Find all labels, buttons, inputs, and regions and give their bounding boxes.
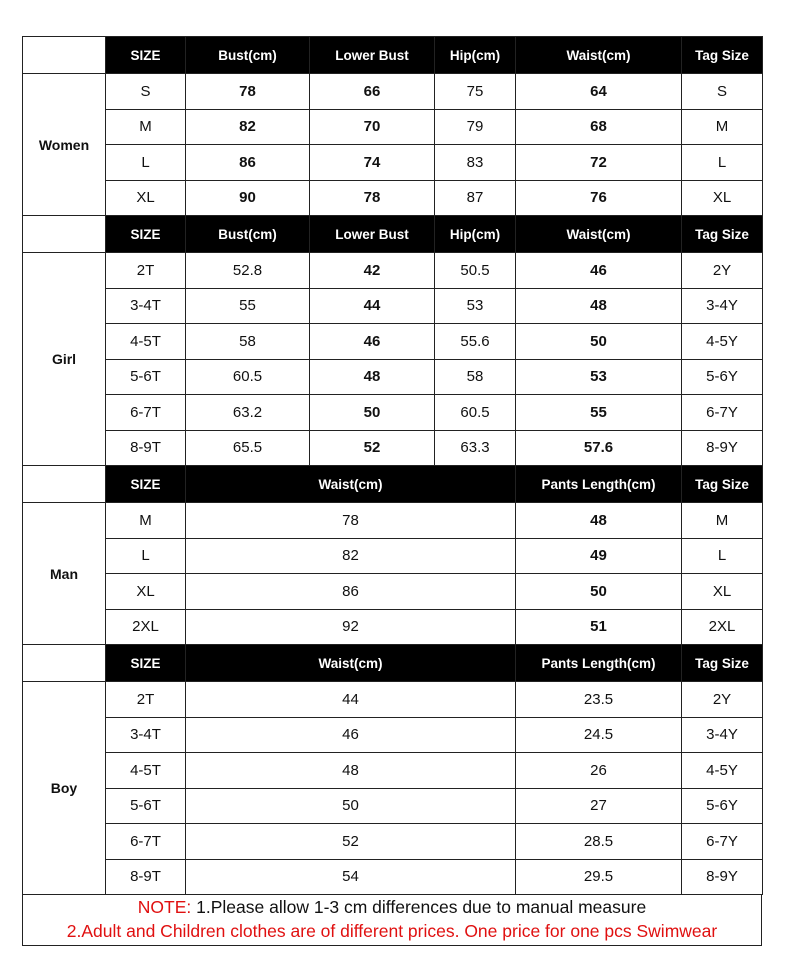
women-cell: L bbox=[106, 145, 186, 181]
girl-cell: 5-6Y bbox=[682, 359, 763, 395]
boy-col-header: Waist(cm) bbox=[186, 645, 516, 682]
women-header-corner bbox=[23, 37, 106, 74]
girl-cell: 55 bbox=[186, 288, 310, 324]
girl-cell: 4-5T bbox=[106, 324, 186, 360]
man-cell: 86 bbox=[186, 574, 516, 610]
man-category-label: Man bbox=[23, 503, 106, 645]
man-cell: 2XL bbox=[106, 609, 186, 645]
boy-row bbox=[23, 753, 763, 789]
women-cell: 83 bbox=[435, 145, 516, 181]
women-col-header: Lower Bust bbox=[310, 37, 435, 74]
women-col-header: Waist(cm) bbox=[516, 37, 682, 74]
man-cell: 78 bbox=[186, 503, 516, 539]
boy-row bbox=[23, 682, 763, 718]
boy-cell: 6-7T bbox=[106, 824, 186, 860]
girl-cell: 46 bbox=[310, 324, 435, 360]
boy-cell: 48 bbox=[186, 753, 516, 789]
girl-cell: 52.8 bbox=[186, 253, 310, 289]
boy-cell: 28.5 bbox=[516, 824, 682, 860]
man-cell: 51 bbox=[516, 609, 682, 645]
size-table bbox=[22, 36, 763, 895]
note-text-1: 1.Please allow 1-3 cm differences due to manual measure bbox=[191, 897, 647, 917]
boy-cell: 52 bbox=[186, 824, 516, 860]
girl-cell: 63.3 bbox=[435, 430, 516, 466]
boy-cell: 29.5 bbox=[516, 859, 682, 895]
girl-row bbox=[23, 430, 763, 466]
girl-col-header: Tag Size bbox=[682, 216, 763, 253]
boy-row bbox=[23, 717, 763, 753]
girl-cell: 2T bbox=[106, 253, 186, 289]
man-cell: 50 bbox=[516, 574, 682, 610]
girl-cell: 8-9T bbox=[106, 430, 186, 466]
boy-header-corner bbox=[23, 645, 106, 682]
women-cell: S bbox=[106, 74, 186, 110]
girl-col-header: Bust(cm) bbox=[186, 216, 310, 253]
women-cell: 75 bbox=[435, 74, 516, 110]
girl-cell: 52 bbox=[310, 430, 435, 466]
girl-cell: 42 bbox=[310, 253, 435, 289]
girl-cell: 65.5 bbox=[186, 430, 310, 466]
boy-cell: 23.5 bbox=[516, 682, 682, 718]
girl-cell: 50 bbox=[516, 324, 682, 360]
women-cell: 86 bbox=[186, 145, 310, 181]
man-col-header: Tag Size bbox=[682, 466, 763, 503]
man-row bbox=[23, 609, 763, 645]
note-line-1 bbox=[23, 895, 761, 919]
boy-col-header: Pants Length(cm) bbox=[516, 645, 682, 682]
boy-cell: 3-4Y bbox=[682, 717, 763, 753]
girl-header-row bbox=[23, 216, 763, 253]
girl-cell: 5-6T bbox=[106, 359, 186, 395]
man-header-row bbox=[23, 466, 763, 503]
women-header-row bbox=[23, 37, 763, 74]
women-row bbox=[23, 74, 763, 110]
girl-header-corner bbox=[23, 216, 106, 253]
women-row bbox=[23, 109, 763, 145]
boy-cell: 4-5T bbox=[106, 753, 186, 789]
man-cell: 2XL bbox=[682, 609, 763, 645]
girl-row bbox=[23, 288, 763, 324]
women-row bbox=[23, 145, 763, 181]
girl-col-header: Hip(cm) bbox=[435, 216, 516, 253]
boy-col-header: Tag Size bbox=[682, 645, 763, 682]
boy-cell: 2Y bbox=[682, 682, 763, 718]
girl-cell: 57.6 bbox=[516, 430, 682, 466]
man-cell: 48 bbox=[516, 503, 682, 539]
girl-cell: 4-5Y bbox=[682, 324, 763, 360]
boy-cell: 8-9T bbox=[106, 859, 186, 895]
boy-cell: 2T bbox=[106, 682, 186, 718]
women-cell: M bbox=[682, 109, 763, 145]
boy-cell: 27 bbox=[516, 788, 682, 824]
girl-cell: 48 bbox=[516, 288, 682, 324]
girl-cell: 63.2 bbox=[186, 395, 310, 431]
women-cell: XL bbox=[682, 180, 763, 216]
man-cell: XL bbox=[106, 574, 186, 610]
girl-cell: 8-9Y bbox=[682, 430, 763, 466]
women-col-header: SIZE bbox=[106, 37, 186, 74]
women-col-header: Bust(cm) bbox=[186, 37, 310, 74]
girl-cell: 53 bbox=[516, 359, 682, 395]
girl-cell: 55.6 bbox=[435, 324, 516, 360]
boy-row bbox=[23, 859, 763, 895]
girl-cell: 48 bbox=[310, 359, 435, 395]
size-chart bbox=[22, 36, 762, 946]
boy-category-label: Boy bbox=[23, 682, 106, 895]
women-cell: 78 bbox=[310, 180, 435, 216]
boy-cell: 54 bbox=[186, 859, 516, 895]
girl-row bbox=[23, 395, 763, 431]
girl-cell: 50 bbox=[310, 395, 435, 431]
man-row bbox=[23, 574, 763, 610]
girl-cell: 2Y bbox=[682, 253, 763, 289]
man-col-header: Waist(cm) bbox=[186, 466, 516, 503]
girl-col-header: Lower Bust bbox=[310, 216, 435, 253]
boy-cell: 44 bbox=[186, 682, 516, 718]
boy-cell: 4-5Y bbox=[682, 753, 763, 789]
man-cell: M bbox=[106, 503, 186, 539]
man-cell: L bbox=[682, 538, 763, 574]
boy-cell: 6-7Y bbox=[682, 824, 763, 860]
girl-cell: 6-7T bbox=[106, 395, 186, 431]
boy-row bbox=[23, 824, 763, 860]
man-cell: XL bbox=[682, 574, 763, 610]
girl-cell: 6-7Y bbox=[682, 395, 763, 431]
women-cell: 79 bbox=[435, 109, 516, 145]
women-cell: 87 bbox=[435, 180, 516, 216]
women-cell: 90 bbox=[186, 180, 310, 216]
man-cell: M bbox=[682, 503, 763, 539]
women-cell: 66 bbox=[310, 74, 435, 110]
man-col-header: SIZE bbox=[106, 466, 186, 503]
note-line-2: 2.Adult and Children clothes are of different prices. One price for one pcs Swimwear bbox=[66, 921, 718, 941]
women-cell: 74 bbox=[310, 145, 435, 181]
boy-cell: 46 bbox=[186, 717, 516, 753]
man-cell: 82 bbox=[186, 538, 516, 574]
girl-cell: 55 bbox=[516, 395, 682, 431]
note-box bbox=[22, 895, 762, 946]
women-cell: M bbox=[106, 109, 186, 145]
boy-cell: 24.5 bbox=[516, 717, 682, 753]
girl-row bbox=[23, 359, 763, 395]
women-cell: 82 bbox=[186, 109, 310, 145]
girl-cell: 58 bbox=[435, 359, 516, 395]
women-cell: XL bbox=[106, 180, 186, 216]
man-header-corner bbox=[23, 466, 106, 503]
girl-cell: 58 bbox=[186, 324, 310, 360]
girl-category-label: Girl bbox=[23, 253, 106, 466]
women-cell: 76 bbox=[516, 180, 682, 216]
girl-cell: 44 bbox=[310, 288, 435, 324]
girl-cell: 3-4Y bbox=[682, 288, 763, 324]
boy-cell: 3-4T bbox=[106, 717, 186, 753]
women-cell: 70 bbox=[310, 109, 435, 145]
women-row bbox=[23, 180, 763, 216]
girl-cell: 50.5 bbox=[435, 253, 516, 289]
women-cell: 78 bbox=[186, 74, 310, 110]
women-col-header: Tag Size bbox=[682, 37, 763, 74]
girl-cell: 46 bbox=[516, 253, 682, 289]
girl-cell: 60.5 bbox=[186, 359, 310, 395]
boy-col-header: SIZE bbox=[106, 645, 186, 682]
boy-cell: 5-6Y bbox=[682, 788, 763, 824]
girl-cell: 60.5 bbox=[435, 395, 516, 431]
girl-row bbox=[23, 324, 763, 360]
women-cell: 72 bbox=[516, 145, 682, 181]
boy-cell: 5-6T bbox=[106, 788, 186, 824]
man-row bbox=[23, 503, 763, 539]
boy-header-row bbox=[23, 645, 763, 682]
boy-cell: 8-9Y bbox=[682, 859, 763, 895]
women-cell: 64 bbox=[516, 74, 682, 110]
women-cell: L bbox=[682, 145, 763, 181]
boy-row bbox=[23, 788, 763, 824]
man-col-header: Pants Length(cm) bbox=[516, 466, 682, 503]
boy-cell: 26 bbox=[516, 753, 682, 789]
girl-cell: 3-4T bbox=[106, 288, 186, 324]
women-category-label: Women bbox=[23, 74, 106, 216]
boy-cell: 50 bbox=[186, 788, 516, 824]
man-row bbox=[23, 538, 763, 574]
girl-cell: 53 bbox=[435, 288, 516, 324]
note-prefix: NOTE: bbox=[137, 897, 192, 917]
girl-col-header: SIZE bbox=[106, 216, 186, 253]
girl-row bbox=[23, 253, 763, 289]
man-cell: 49 bbox=[516, 538, 682, 574]
man-cell: 92 bbox=[186, 609, 516, 645]
women-col-header: Hip(cm) bbox=[435, 37, 516, 74]
girl-col-header: Waist(cm) bbox=[516, 216, 682, 253]
women-cell: 68 bbox=[516, 109, 682, 145]
man-cell: L bbox=[106, 538, 186, 574]
women-cell: S bbox=[682, 74, 763, 110]
